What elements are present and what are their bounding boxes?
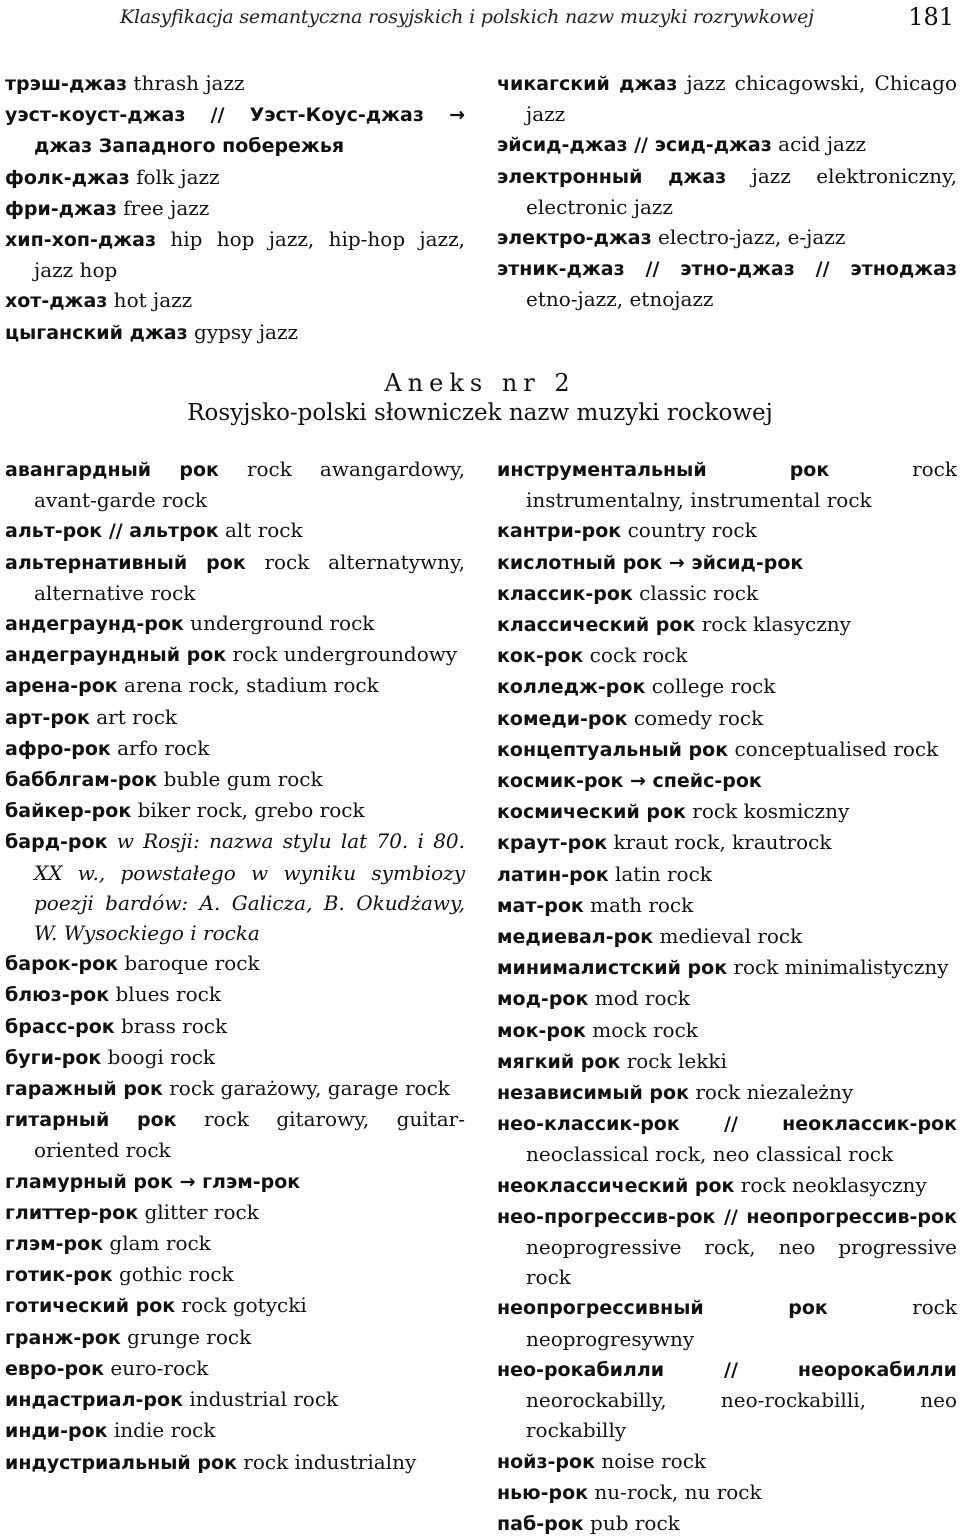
dictionary-entry <box>497 859 957 890</box>
entry-definition: thrash jazz <box>127 71 245 95</box>
entry-headword: латин-рок <box>497 863 609 886</box>
entry-headword: арт-рок <box>5 706 90 729</box>
entry-headword: брасс-рок <box>5 1015 115 1038</box>
jazz-list-left <box>5 68 465 348</box>
entry-definition: mock rock <box>585 1017 698 1042</box>
entry-headword: инди-рок <box>5 1420 108 1443</box>
entry-definition: industrial rock <box>182 1387 339 1412</box>
entry-headword: афро-рок <box>5 737 111 760</box>
entry-headword: индастриал-рок <box>5 1389 183 1412</box>
entry-definition: pub rock <box>583 1510 680 1535</box>
dictionary-entry <box>5 1042 465 1073</box>
entry-headword: классик-рок <box>497 582 633 605</box>
entry-definition: boogi rock <box>101 1044 216 1069</box>
entry-definition: rock instrumentalny, instrumental rock <box>526 457 958 513</box>
entry-headword: андеграундный рок <box>5 644 227 667</box>
entry-definition: conceptualised rock <box>728 736 939 761</box>
dictionary-entry <box>497 222 957 253</box>
dictionary-entry <box>497 1201 957 1293</box>
entry-definition: indie rock <box>107 1418 216 1443</box>
dictionary-entry <box>5 826 465 948</box>
entry-definition: medieval rock <box>653 924 803 949</box>
dictionary-entry <box>5 1290 465 1321</box>
entry-headword: цыганский джаз <box>5 321 188 344</box>
dictionary-entry <box>497 1046 957 1077</box>
dictionary-entry <box>497 547 957 578</box>
entry-headword: этник-джаз // этно-джаз // этноджаз <box>497 258 957 281</box>
entry-headword: блюз-рок <box>5 984 110 1007</box>
entry-headword: концептуальный рок <box>497 738 729 761</box>
entry-headword: хот-джаз <box>5 290 108 313</box>
entry-definition: rock niezależny <box>688 1080 854 1105</box>
entry-definition: rock garażowy, garage rock <box>162 1076 450 1101</box>
entry-headword: альтернативный рок <box>5 551 246 574</box>
entry-definition: electro-jazz, e-jazz <box>651 225 846 250</box>
entry-headword: электро-джаз <box>497 227 652 250</box>
dictionary-entry <box>5 1073 465 1104</box>
entry-definition: noise rock <box>594 1448 707 1473</box>
dictionary-entry <box>5 1259 465 1290</box>
dictionary-entry <box>497 129 957 160</box>
entry-headword: авангардный рок <box>5 459 219 481</box>
dictionary-entry <box>497 161 957 222</box>
dictionary-entry <box>497 1292 957 1353</box>
running-title: Klasyfikacja semantyczna rosyjskich i polskich nazw muzyki rozrywkowej <box>120 6 814 28</box>
entry-definition: cock rock <box>583 643 688 668</box>
entry-headword: гламурный рок → глэм-рок <box>5 1170 301 1193</box>
dictionary-entry <box>5 1447 465 1478</box>
entry-headword: инструментальный рок <box>497 459 830 481</box>
entry-definition: arena rock, stadium rock <box>117 673 379 698</box>
entry-headword: независимый рок <box>497 1082 689 1105</box>
dictionary-entry <box>497 796 957 827</box>
dictionary-entry <box>5 1415 465 1446</box>
dictionary-entry <box>497 609 957 640</box>
dictionary-entry <box>5 608 465 639</box>
entry-definition: euro-rock <box>104 1355 209 1380</box>
entry-headword: альт-рок // альтрок <box>5 520 219 543</box>
entry-headword: нео-прогрессив-рок // неопрогрессив-рок <box>497 1205 957 1228</box>
entry-definition: jazz elektroniczny, electronic jazz <box>526 163 957 219</box>
entry-definition: arfo rock <box>110 735 210 760</box>
entry-headword: гитарный рок <box>5 1109 177 1132</box>
dictionary-entry <box>5 702 465 733</box>
dictionary-entry <box>497 1015 957 1046</box>
dictionary-entry <box>5 1384 465 1415</box>
entry-headword: нео-рокабилли // неорокабилли <box>497 1358 957 1381</box>
entry-headword: неоклассический рок <box>497 1174 735 1197</box>
entry-headword: уэст-коуст-джаз // Уэст-Коус-джаз → джаз Западного побережья <box>5 104 465 158</box>
dictionary-entry <box>497 1354 957 1446</box>
dictionary-entry <box>5 795 465 826</box>
dictionary-entry <box>5 979 465 1010</box>
entry-headword: глиттер-рок <box>5 1201 139 1224</box>
entry-definition: folk jazz <box>129 164 220 189</box>
annex-subtitle: Rosyjsko-polski słowniczek nazw muzyki rockowej <box>187 400 773 426</box>
dictionary-entry <box>5 1353 465 1384</box>
entry-definition: rock klasyczny <box>695 612 851 637</box>
dictionary-entry <box>497 921 957 952</box>
dictionary-entry <box>5 224 465 285</box>
entry-definition: gothic rock <box>112 1262 234 1287</box>
dictionary-entry <box>5 193 465 224</box>
dictionary-entry <box>5 733 465 764</box>
entry-definition: rock undergroundowy <box>226 642 458 667</box>
entry-definition: rock industrialny <box>236 1449 417 1474</box>
dictionary-entry <box>5 162 465 193</box>
dictionary-entry <box>497 1446 957 1477</box>
entry-headword: фри-джаз <box>5 197 117 220</box>
rock-list-right <box>497 454 957 1539</box>
entry-note: w Rosji: nazwa stylu lat 70. i 80. XX w., powstałego w wyniku symbiozy poezji bardów: A. Galicza, B. Okudżawy, W. Wysockiego i rocka <box>34 829 465 946</box>
entry-definition: college rock <box>645 674 776 699</box>
annex-heading <box>0 368 960 428</box>
entry-definition: baroque rock <box>118 951 260 976</box>
entry-headword: электронный джаз <box>497 165 727 188</box>
dictionary-entry <box>5 285 465 316</box>
entry-headword: гранж-рок <box>5 1326 121 1349</box>
rock-list-left <box>5 454 465 1478</box>
entry-definition: glam rock <box>103 1231 211 1256</box>
entry-definition: math rock <box>583 892 694 917</box>
entry-headword: готический рок <box>5 1295 176 1318</box>
entry-headword: нойз-рок <box>497 1450 595 1473</box>
entry-headword: нью-рок <box>497 1481 589 1504</box>
entry-headword: евро-рок <box>5 1357 104 1380</box>
entry-headword: кок-рок <box>497 645 584 668</box>
entry-headword: арена-рок <box>5 675 118 698</box>
dictionary-entry <box>5 639 465 670</box>
entry-headword: трэш-джаз <box>5 73 128 95</box>
entry-definition: brass rock <box>114 1013 228 1038</box>
dictionary-entry <box>497 68 957 129</box>
entry-headword: байкер-рок <box>5 800 132 823</box>
entry-headword: мок-рок <box>497 1019 586 1042</box>
entry-headword: кантри-рок <box>497 520 622 543</box>
entry-headword: космик-рок → спейс-рок <box>497 770 762 793</box>
entry-definition: grunge rock <box>120 1324 252 1349</box>
entry-definition: neoprogressive rock, neo progressive rock <box>526 1235 957 1290</box>
page-number: 181 <box>908 3 954 31</box>
entry-definition: jazz chicagowski, Chicago jazz <box>526 71 958 127</box>
entry-definition: comedy rock <box>627 705 764 730</box>
entry-definition: underground rock <box>183 611 375 636</box>
entry-definition: alt rock <box>218 518 303 543</box>
page-header <box>0 0 960 38</box>
entry-headword: краут-рок <box>497 832 608 855</box>
entry-definition: neoclassical rock, neo classical rock <box>526 1142 894 1167</box>
entry-definition: rock awangardowy, avant-garde rock <box>34 457 465 513</box>
dictionary-entry <box>5 454 465 515</box>
entry-headword: классический рок <box>497 614 696 637</box>
entry-definition: acid jazz <box>771 132 867 157</box>
dictionary-entry <box>5 99 465 161</box>
entry-definition: hot jazz <box>107 288 193 313</box>
entry-headword: неопрогрессивный рок <box>497 1297 828 1320</box>
entry-headword: бард-рок <box>5 831 108 854</box>
entry-definition: kraut rock, krautrock <box>607 830 832 855</box>
entry-headword: готик-рок <box>5 1264 113 1287</box>
entry-definition: buble gum rock <box>157 767 323 792</box>
dictionary-entry <box>5 547 465 608</box>
dictionary-entry <box>5 1166 465 1197</box>
dictionary-entry <box>5 1011 465 1042</box>
dictionary-entry <box>5 764 465 795</box>
dictionary-entry <box>497 1108 957 1169</box>
entry-definition: gypsy jazz <box>187 319 299 344</box>
entry-headword: фолк-джаз <box>5 166 130 189</box>
entry-definition: rock gitarowy, guitar-oriented rock <box>34 1107 466 1163</box>
dictionary-entry <box>497 1077 957 1108</box>
dictionary-entry <box>497 578 957 609</box>
entry-headword: эйсид-джаз // эсид-джаз <box>497 134 772 157</box>
entry-definition: nu-rock, nu rock <box>588 1479 762 1504</box>
entry-headword: хип-хоп-джаз <box>5 229 157 252</box>
dictionary-entry <box>497 765 957 796</box>
dictionary-entry <box>5 948 465 979</box>
dictionary-entry <box>497 671 957 702</box>
dictionary-entry <box>497 890 957 921</box>
entry-headword: паб-рок <box>497 1512 584 1535</box>
dictionary-entry <box>497 640 957 671</box>
entry-definition: rock alternatywny, alternative rock <box>34 549 465 605</box>
entry-definition: rock neoklasyczny <box>734 1172 927 1197</box>
entry-headword: мод-рок <box>497 988 589 1011</box>
dictionary-entry <box>497 703 957 734</box>
dictionary-entry <box>497 983 957 1014</box>
entry-headword: барок-рок <box>5 953 119 976</box>
entry-headword: глэм-рок <box>5 1233 104 1256</box>
entry-definition: neorockabilly, neo-rockabilli, neo rockabilly <box>526 1388 957 1443</box>
entry-definition: rock gotycki <box>175 1293 307 1318</box>
dictionary-entry <box>497 1170 957 1201</box>
dictionary-entry <box>497 952 957 983</box>
entry-headword: андеграунд-рок <box>5 613 184 636</box>
dictionary-entry <box>5 1322 465 1353</box>
entry-definition: art rock <box>89 704 178 729</box>
entry-headword: бабблгам-рок <box>5 769 158 792</box>
entry-headword: индустриальный рок <box>5 1451 237 1474</box>
dictionary-entry <box>5 515 465 546</box>
entry-headword: чикагский джаз <box>497 73 678 95</box>
entry-definition: rock lekki <box>620 1048 727 1073</box>
entry-definition: latin rock <box>608 861 712 886</box>
entry-headword: медиевал-рок <box>497 926 654 949</box>
entry-definition: rock minimalistyczny <box>727 955 949 980</box>
entry-headword: мягкий рок <box>497 1050 621 1073</box>
dictionary-entry <box>5 670 465 701</box>
dictionary-entry <box>497 253 957 314</box>
entry-headword: мат-рок <box>497 894 584 917</box>
entry-definition: etno-jazz, etnojazz <box>526 287 714 312</box>
entry-headword: космический рок <box>497 801 686 824</box>
dictionary-entry <box>5 68 465 99</box>
entry-headword: нео-классик-рок // неоклассик-рок <box>497 1113 957 1136</box>
entry-definition: rock kosmiczny <box>685 799 850 824</box>
entry-headword: буги-рок <box>5 1046 102 1069</box>
entry-headword: колледж-рок <box>497 676 646 699</box>
entry-definition: mod rock <box>588 986 690 1011</box>
entry-definition: rock neoprogresywny <box>526 1295 957 1351</box>
entry-definition: biker rock, grebo rock <box>131 798 365 823</box>
dictionary-entry <box>497 827 957 858</box>
dictionary-entry <box>497 515 957 546</box>
entry-definition: country rock <box>621 518 757 543</box>
entry-definition: classic rock <box>632 580 759 605</box>
entry-headword: комеди-рок <box>497 707 628 730</box>
dictionary-entry <box>5 1104 465 1165</box>
entry-definition: hip hop jazz, hip-hop jazz, jazz hop <box>34 227 465 283</box>
dictionary-entry <box>5 1228 465 1259</box>
dictionary-entry <box>5 1197 465 1228</box>
entry-headword: минималистский рок <box>497 957 728 980</box>
entry-headword: гаражный рок <box>5 1078 163 1101</box>
dictionary-entry <box>497 1477 957 1508</box>
entry-definition: blues rock <box>109 982 221 1007</box>
annex-title: Aneks nr 2 <box>384 369 576 397</box>
entry-headword: кислотный рок → эйсид-рок <box>497 551 804 574</box>
entry-definition: free jazz <box>116 195 210 220</box>
dictionary-entry <box>497 734 957 765</box>
entry-definition: glitter rock <box>138 1199 259 1224</box>
dictionary-entry <box>497 1508 957 1539</box>
dictionary-entry <box>5 317 465 348</box>
jazz-list-right <box>497 68 957 315</box>
dictionary-entry <box>497 454 957 515</box>
